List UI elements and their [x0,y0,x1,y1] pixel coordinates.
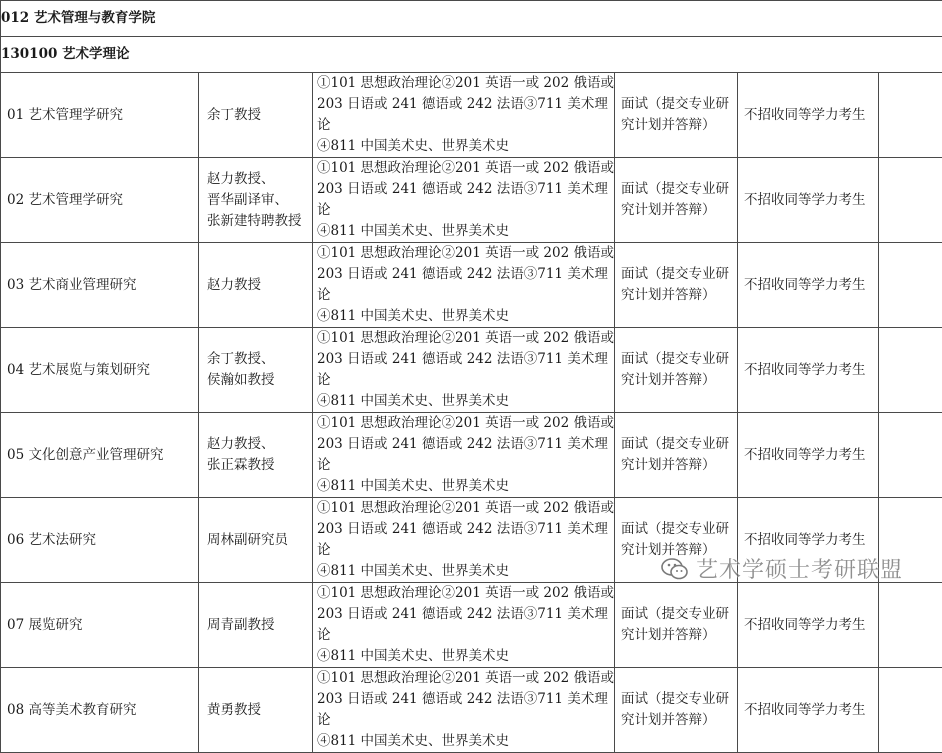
research-direction-cell: 05 文化创意产业管理研究 [1,413,199,498]
exam-subject-line: ①101 思想政治理论②201 英语一或 202 俄语或 [317,328,614,349]
interview-line: 究计划并答辩） [621,625,737,646]
remark-cell: 不招收同等学力考生 [738,583,879,668]
supervisor-cell [199,73,313,158]
exam-subject-line: 203 日语或 241 德语或 242 法语③711 美术理论 [317,604,614,646]
supervisor-cell [199,243,313,328]
interview-line: 究计划并答辩） [621,200,737,221]
remark-cell: 不招收同等学力考生 [738,243,879,328]
supervisor-cell [199,583,313,668]
remark-cell: 不招收同等学力考生 [738,158,879,243]
exam-subject-line: 203 日语或 241 德语或 242 法语③711 美术理论 [317,689,614,731]
exam-subject-line: ①101 思想政治理论②201 英语一或 202 俄语或 [317,668,614,689]
supervisor-line: 赵力教授、 [207,434,312,455]
exam-subjects-cell [313,583,615,668]
table-row [1,668,942,753]
empty-cell [879,498,942,583]
table-row [1,328,942,413]
exam-subject-line: 203 日语或 241 德语或 242 法语③711 美术理论 [317,434,614,476]
exam-subjects-cell [313,668,615,753]
supervisor-line: 余丁教授、 [207,349,312,370]
supervisor-cell [199,498,313,583]
exam-subject-line: ①101 思想政治理论②201 英语一或 202 俄语或 [317,243,614,264]
interview-line: 究计划并答辩） [621,285,737,306]
remark-cell: 不招收同等学力考生 [738,413,879,498]
school-header: 012 艺术管理与教育学院 [1,1,942,37]
exam-subjects-cell [313,328,615,413]
watermark-text: 艺术学硕士考研联盟 [696,553,903,584]
supervisor-line: 张新建特聘教授 [207,211,312,232]
exam-subject-line: ①101 思想政治理论②201 英语一或 202 俄语或 [317,73,614,94]
major-header-row [1,37,942,73]
research-direction-cell: 08 高等美术教育研究 [1,668,199,753]
interview-cell [615,413,738,498]
research-direction-cell: 02 艺术管理学研究 [1,158,199,243]
supervisor-line: 周林副研究员 [207,530,312,551]
exam-subject-line: 203 日语或 241 德语或 242 法语③711 美术理论 [317,349,614,391]
exam-subject-line: 203 日语或 241 德语或 242 法语③711 美术理论 [317,519,614,561]
interview-line: 面试（提交专业研 [621,689,737,710]
table-row [1,583,942,668]
interview-line: 究计划并答辩） [621,370,737,391]
table-row [1,158,942,243]
supervisor-line: 周青副教授 [207,615,312,636]
supervisor-cell [199,328,313,413]
school-header-row [1,1,942,37]
exam-subject-line: ①101 思想政治理论②201 英语一或 202 俄语或 [317,158,614,179]
interview-line: 究计划并答辩） [621,115,737,136]
research-direction-cell: 06 艺术法研究 [1,498,199,583]
remark-cell: 不招收同等学力考生 [738,328,879,413]
exam-subjects-cell [313,73,615,158]
major-header: 130100 艺术学理论 [1,37,942,73]
interview-line: 面试（提交专业研 [621,434,737,455]
exam-subject-line: ④811 中国美术史、世界美术史 [317,561,614,582]
interview-line: 究计划并答辩） [621,540,737,561]
interview-cell [615,498,738,583]
supervisor-line: 赵力教授、 [207,169,312,190]
interview-cell [615,583,738,668]
supervisor-line: 晋华副译审、 [207,190,312,211]
exam-subjects-cell [313,498,615,583]
exam-subject-line: ④811 中国美术史、世界美术史 [317,136,614,157]
research-direction-cell: 01 艺术管理学研究 [1,73,199,158]
exam-subject-line: 203 日语或 241 德语或 242 法语③711 美术理论 [317,94,614,136]
interview-line: 面试（提交专业研 [621,519,737,540]
interview-cell [615,328,738,413]
supervisor-line: 张正霖教授 [207,455,312,476]
interview-cell [615,73,738,158]
interview-line: 面试（提交专业研 [621,94,737,115]
exam-subject-line: ④811 中国美术史、世界美术史 [317,391,614,412]
interview-cell [615,243,738,328]
remark-cell: 不招收同等学力考生 [738,73,879,158]
table-row [1,413,942,498]
supervisor-line: 赵力教授 [207,275,312,296]
exam-subjects-cell [313,158,615,243]
empty-cell [879,158,942,243]
interview-cell [615,158,738,243]
remark-cell: 不招收同等学力考生 [738,498,879,583]
table-row [1,243,942,328]
research-direction-cell: 04 艺术展览与策划研究 [1,328,199,413]
supervisor-cell [199,158,313,243]
exam-subjects-cell [313,413,615,498]
empty-cell [879,243,942,328]
research-direction-cell: 03 艺术商业管理研究 [1,243,199,328]
exam-subject-line: ④811 中国美术史、世界美术史 [317,476,614,497]
supervisor-cell [199,413,313,498]
exam-subject-line: ①101 思想政治理论②201 英语一或 202 俄语或 [317,498,614,519]
empty-cell [879,413,942,498]
interview-cell [615,668,738,753]
exam-subjects-cell [313,243,615,328]
empty-cell [879,328,942,413]
exam-subject-line: ④811 中国美术史、世界美术史 [317,731,614,752]
supervisor-line: 余丁教授 [207,105,312,126]
interview-line: 面试（提交专业研 [621,264,737,285]
exam-subject-line: ①101 思想政治理论②201 英语一或 202 俄语或 [317,413,614,434]
empty-cell [879,668,942,753]
empty-cell [879,73,942,158]
exam-subject-line: 203 日语或 241 德语或 242 法语③711 美术理论 [317,264,614,306]
interview-line: 面试（提交专业研 [621,179,737,200]
supervisor-cell [199,668,313,753]
interview-line: 究计划并答辩） [621,710,737,731]
supervisor-line: 侯瀚如教授 [207,370,312,391]
exam-subject-line: ④811 中国美术史、世界美术史 [317,646,614,667]
exam-subject-line: ④811 中国美术史、世界美术史 [317,221,614,242]
remark-cell: 不招收同等学力考生 [738,668,879,753]
exam-subject-line: ④811 中国美术史、世界美术史 [317,306,614,327]
research-direction-cell: 07 展览研究 [1,583,199,668]
interview-line: 究计划并答辩） [621,455,737,476]
table-row [1,73,942,158]
exam-subject-line: 203 日语或 241 德语或 242 法语③711 美术理论 [317,179,614,221]
empty-cell [879,583,942,668]
interview-line: 面试（提交专业研 [621,604,737,625]
interview-line: 面试（提交专业研 [621,349,737,370]
exam-subject-line: ①101 思想政治理论②201 英语一或 202 俄语或 [317,583,614,604]
supervisor-line: 黄勇教授 [207,700,312,721]
table-row [1,498,942,583]
